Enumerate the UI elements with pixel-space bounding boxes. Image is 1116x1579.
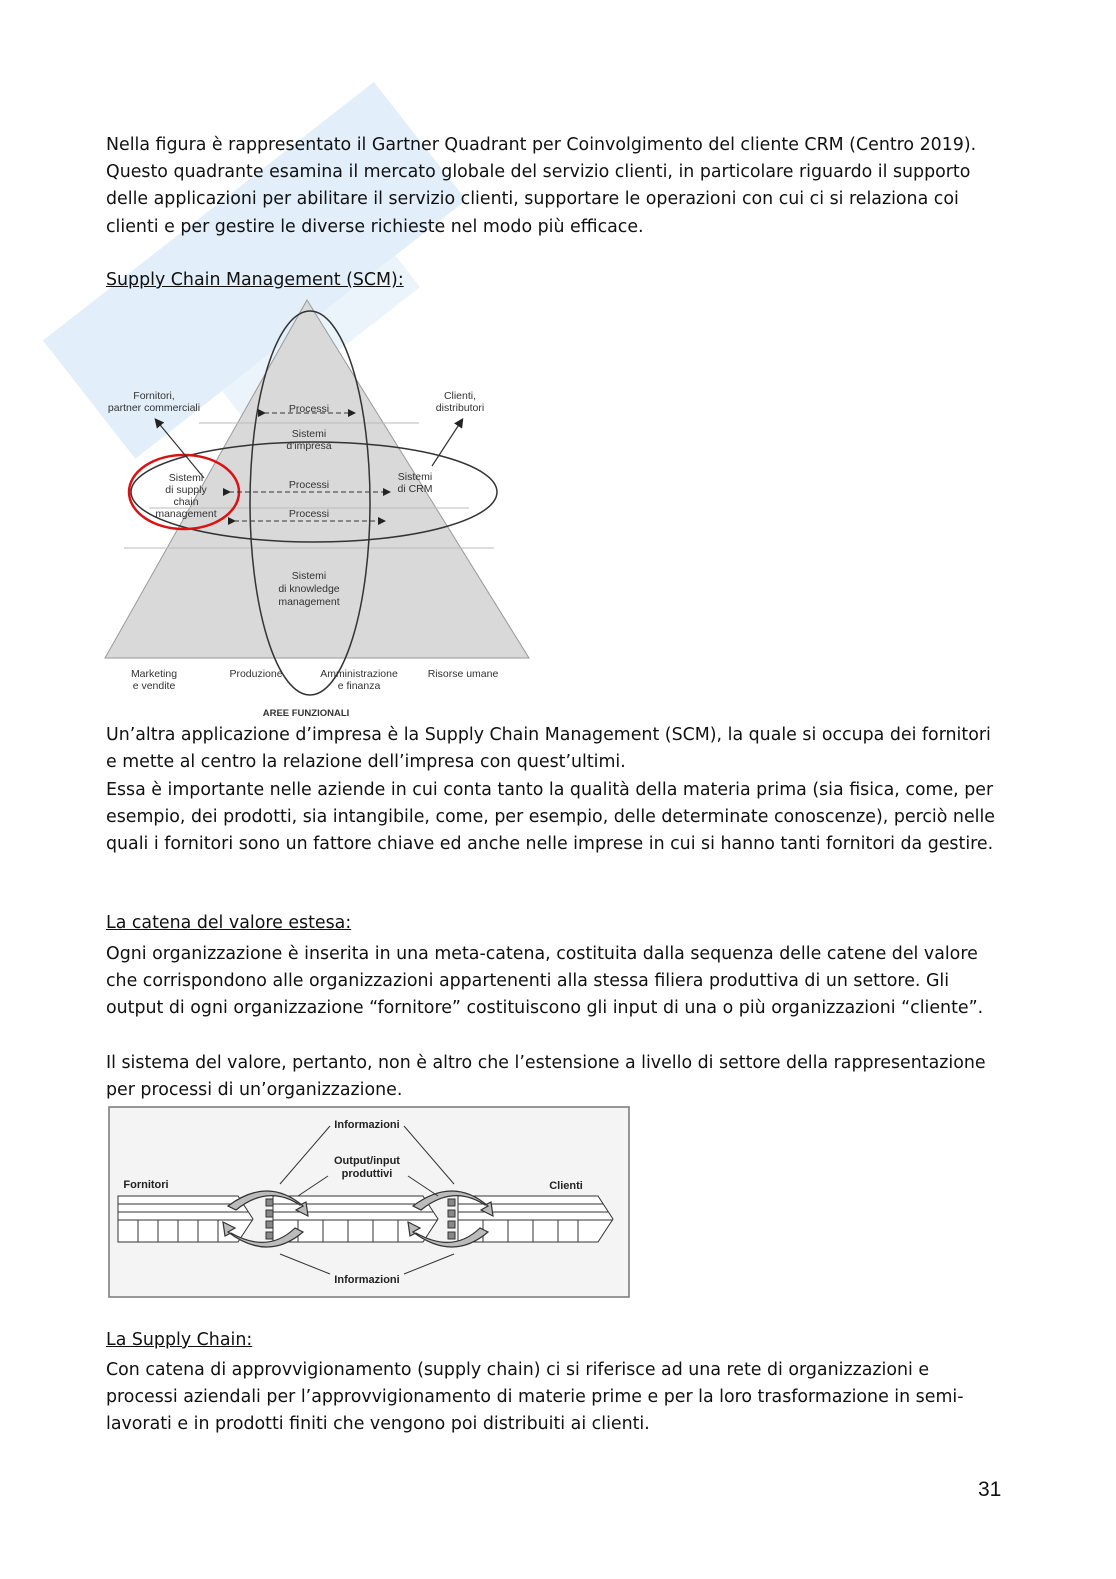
heading-catena-valore: La catena del valore estesa:: [106, 913, 352, 933]
intro-paragraph: Nella figura è rappresentato il Gartner Quadrant per Coinvolgimento del cliente CRM (Centro 2019). Questo quadrante esamina il mercato globale del servizio clienti, in particolare riguardo il supporto delle applicazioni per abilitare il servizio clienti, supportare le operazioni con cui ci si relaziona coi clienti e per gestire le diverse richieste nel modo più efficace.: [106, 135, 977, 237]
label-fornitori-1: Fornitori,: [133, 390, 175, 402]
value-chain-figure: [108, 1106, 630, 1298]
label-area-produzione: Produzione: [229, 668, 283, 680]
figure-caption-aree: AREE FUNZIONALI: [262, 708, 350, 719]
heading-scm: Supply Chain Management (SCM):: [106, 270, 404, 290]
label-crm-2: di CRM: [397, 483, 433, 495]
label-area-risorse-umane: Risorse umane: [427, 668, 499, 680]
scm-paragraph-1: Un’altra applicazione d’impresa è la Supply Chain Management (SCM), la quale si occupa dei fornitori e mette al centro la relazione dell’impresa con quest’ultimi.: [106, 725, 991, 773]
label-clienti-1: Clienti,: [443, 390, 477, 402]
page-number: 31: [978, 1478, 1002, 1501]
label-informazioni-bottom: Informazioni: [334, 1274, 400, 1286]
heading-supply-chain: La Supply Chain:: [106, 1330, 253, 1350]
label-area-marketing-1: Marketing: [130, 668, 178, 680]
scm-paragraph-2: Essa è importante nelle aziende in cui conta tanto la qualità della materia prima (sia fisica, come, per esempio, dei prodotti, sia intangibile, come, per esempio, delle determinate conoscenze), perciò nelle quali i fornitori sono un fattore chiave ed anche nelle imprese in cui si hanno tanti fornitori da gestire.: [106, 780, 996, 855]
label-fornitori-2: partner commerciali: [107, 402, 201, 414]
label-clienti: Clienti: [549, 1180, 583, 1192]
label-fornitori: Fornitori: [123, 1179, 169, 1191]
label-scm-4: management: [155, 508, 217, 520]
catena-paragraph-1: Ogni organizzazione è inserita in una meta-catena, costituita dalla sequenza delle catene del valore che corrispondono alle organizzazioni appartenenti alla stessa filiera produttiva di un settore. Gli output di ogni organizzazione “fornitore” costituiscono gli input di una o più organizzazioni “cliente”.: [106, 944, 984, 1019]
label-sistemi-impresa-2: d'impresa: [286, 440, 332, 452]
label-processi-top: Processi: [288, 403, 330, 415]
label-area-amministrazione-1: Amministrazione: [320, 668, 398, 680]
label-processi-low: Processi: [288, 508, 330, 520]
label-area-amministrazione-2: e finanza: [337, 680, 381, 692]
label-km-3: management: [278, 596, 340, 608]
label-scm-2: di supply: [165, 484, 207, 496]
label-output-2: produttivi: [341, 1168, 393, 1180]
label-sistemi-impresa-1: Sistemi: [291, 428, 327, 440]
label-scm-3: chain: [173, 496, 199, 508]
label-output-1: Output/input: [334, 1155, 400, 1167]
supply-chain-paragraph: Con catena di approvvigionamento (supply chain) ci si riferisce ad una rete di organizzazioni e processi aziendali per l’approvvigionamento di materie prime e per la loro trasformazione in semi-lavorati e in prodotti finiti che vengono poi distribuiti ai clienti.: [106, 1360, 964, 1435]
label-km-2: di knowledge: [278, 583, 340, 595]
label-processi-mid: Processi: [288, 479, 330, 491]
label-km-1: Sistemi: [291, 570, 327, 582]
label-crm-1: Sistemi: [397, 471, 433, 483]
label-scm-1: Sistemi: [168, 472, 204, 484]
label-clienti-2: distributori: [435, 402, 485, 414]
label-informazioni-top: Informazioni: [334, 1119, 400, 1131]
pyramid-figure: [104, 298, 534, 723]
catena-paragraph-2: Il sistema del valore, pertanto, non è altro che l’estensione a livello di settore della rappresentazione per processi di un’organizzazione.: [106, 1053, 986, 1101]
label-area-marketing-2: e vendite: [132, 680, 176, 692]
